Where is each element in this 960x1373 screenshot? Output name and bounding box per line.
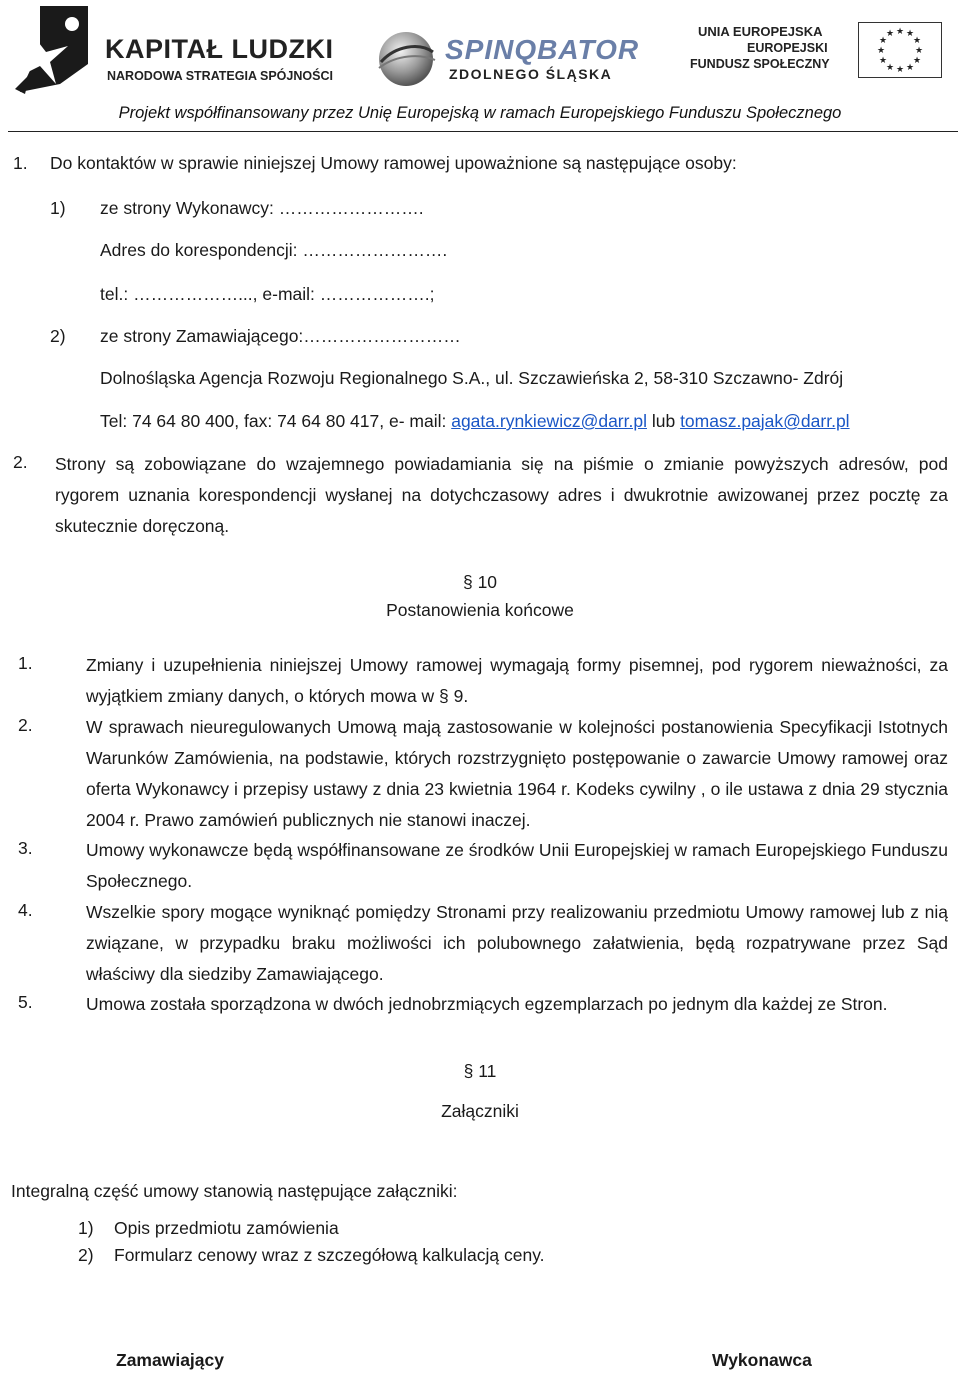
section-10-number: § 10 <box>462 572 498 592</box>
section-10-title: Postanowienia końcowe <box>386 600 574 620</box>
final-item-2-number: 2. <box>18 715 33 735</box>
header-divider <box>8 131 958 132</box>
signature-contractor: Wykonawca <box>712 1350 812 1370</box>
kapital-ludzki-subtitle: NARODOWA STRATEGIA SPÓJNOŚCI <box>107 69 333 83</box>
final-item-3-text: Umowy wykonawcze będą współfinansowane ze środków Unii Europejskiej w ramach Europejskiego Funduszu Społecznego. <box>86 840 948 891</box>
ue-line-1: UNIA EUROPEJSKA <box>698 24 823 39</box>
ue-efs-logo <box>690 22 950 82</box>
ue-line-2: EUROPEJSKI <box>747 41 828 55</box>
spin-sphere-icon <box>375 28 437 90</box>
kapital-ludzki-title: KAPITAŁ LUDZKI <box>105 34 334 64</box>
contacts-number: 1. <box>13 153 28 173</box>
eu-flag-icon <box>858 22 942 78</box>
final-item-4-text: Wszelkie spory mogące wyniknąć pomiędzy Stronami przy realizowaniu przedmiotu Umowy ramowej lub z nią związane, w przypadku braku możliwości ich polubownego załatwienia, będą rozpatrywane przez Sąd właściwy dla siedziby Zamawiającego. <box>86 902 948 984</box>
final-item-1-text: Zmiany i uzupełnienia niniejszej Umowy ramowej wymagają formy pisemnej, pod rygorem nieważności, za wyjątkiem zmiany danych, o których mowa w § 9. <box>86 655 948 706</box>
change-notice-number: 2. <box>13 452 28 472</box>
svg-text:★: ★ <box>876 46 886 56</box>
svg-text:★: ★ <box>912 56 922 66</box>
email-separator: lub <box>646 411 681 431</box>
svg-text:★: ★ <box>878 36 888 46</box>
svg-text:★: ★ <box>914 46 924 56</box>
final-item-3-number: 3. <box>18 838 33 858</box>
svg-text:★: ★ <box>905 29 915 39</box>
section-11-number: § 11 <box>463 1061 497 1081</box>
svg-text:★: ★ <box>878 56 888 66</box>
final-item-1-number: 1. <box>18 653 33 673</box>
spinqbator-name: SPINQBATOR <box>445 34 640 65</box>
email-link-pajak[interactable]: tomasz.pajak@darr.pl <box>680 411 850 431</box>
contacts-intro: Do kontaktów w sprawie niniejszej Umowy ramowej upoważnione są następujące osoby: <box>50 153 737 173</box>
purchaser-tel-line <box>100 411 850 432</box>
kapital-ludzki-emblem-icon <box>10 4 105 96</box>
contractor-address: Adres do korespondencji: ……………………. <box>100 240 448 260</box>
attachment-1-number: 1) <box>78 1218 94 1238</box>
svg-text:★: ★ <box>895 65 905 75</box>
purchaser-tel-prefix: Tel: 74 64 80 400, fax: 74 64 80 417, e- mail: <box>100 411 452 431</box>
final-item-2-text: W sprawach nieuregulowanych Umową mają zastosowanie w kolejności postanowienia Specyfikacji Istotnych Warunków Zamówienia, na podstawie, których rozstrzygnięto postępowanie o zawarcie Umowy ramowej oraz oferta Wykonawcy i przepisy ustawy z dnia 23 kwietnia 1964 r. Kodeks cywilny , o ile ustawa z dnia 29 stycznia 2004 r. Prawo zamówień publicznych nie stanowi inaczej. <box>86 717 948 830</box>
purchaser-number: 2) <box>50 326 66 346</box>
final-item-5-number: 5. <box>18 992 33 1012</box>
project-tagline: Projekt współfinansowany przez Unię Europejską w ramach Europejskiego Funduszu Społecznego <box>118 104 842 122</box>
attachment-2-number: 2) <box>78 1245 94 1265</box>
purchaser-agency: Dolnośląska Agencja Rozwoju Regionalnego S.A., ul. Szczawieńska 2, 58-310 Szczawno- Zdrój <box>100 368 844 388</box>
spinqbator-logo <box>375 28 640 90</box>
email-link-rynkiewicz[interactable]: agata.rynkiewicz@darr.pl <box>451 411 647 431</box>
attachments-intro: Integralną część umowy stanowią następujące załączniki: <box>11 1181 458 1201</box>
change-notice-text: Strony są zobowiązane do wzajemnego powiadamiania się na piśmie o zmianie powyższych adresów, pod rygorem uznania korespondencji wysłanej na dotychczasowy adres i dwukrotnie awizowanej przez pocztę za skutecznie doręczoną. <box>55 454 948 536</box>
section-11-title: Załączniki <box>441 1101 519 1121</box>
signature-purchaser: Zamawiający <box>116 1350 224 1370</box>
kapital-ludzki-logo <box>10 4 334 96</box>
contractor-tel-email: tel.: ………………..., e-mail: ……………….; <box>100 284 435 304</box>
svg-text:★: ★ <box>912 36 922 46</box>
final-item-4-number: 4. <box>18 900 33 920</box>
svg-text:★: ★ <box>885 63 895 73</box>
final-item-5-text: Umowa została sporządzona w dwóch jednobrzmiących egzemplarzach po jednym dla każdej ze Stron. <box>86 994 888 1014</box>
purchaser-contact: ze strony Zamawiającego:……………………… <box>100 326 461 346</box>
svg-text:★: ★ <box>905 63 915 73</box>
contractor-contact: ze strony Wykonawcy: ……………………. <box>100 198 424 218</box>
attachment-1-text: Opis przedmiotu zamówienia <box>114 1218 339 1238</box>
svg-text:★: ★ <box>885 29 895 39</box>
attachment-2-text: Formularz cenowy wraz z szczegółową kalkulacją ceny. <box>114 1245 545 1265</box>
ue-line-3: FUNDUSZ SPOŁECZNY <box>690 57 830 71</box>
svg-text:★: ★ <box>895 27 905 37</box>
contractor-number: 1) <box>50 198 66 218</box>
spinqbator-subtitle: ZDOLNEGO ŚLĄSKA <box>449 66 613 82</box>
